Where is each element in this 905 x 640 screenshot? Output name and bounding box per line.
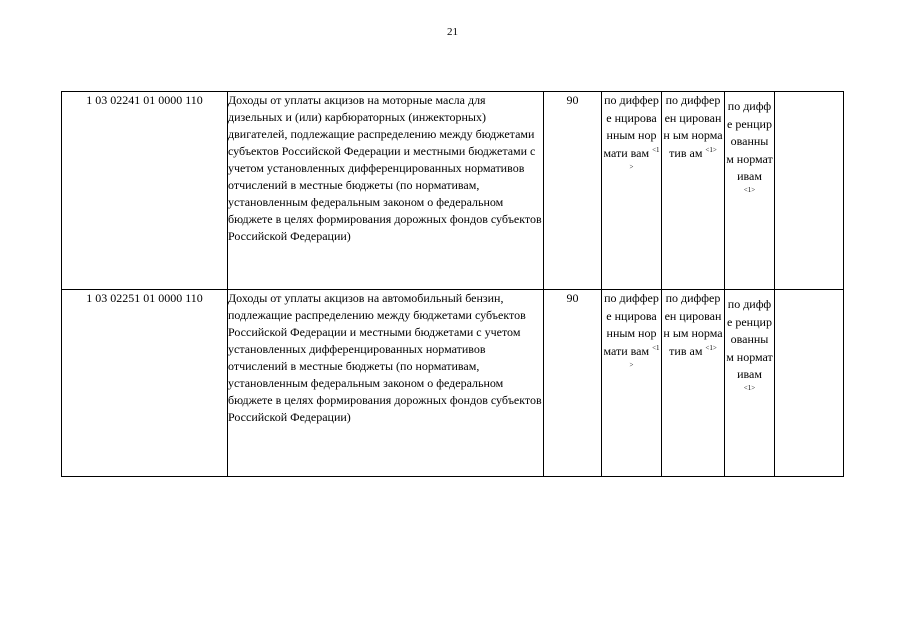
municipal-share-cell — [662, 290, 725, 477]
footnote-marker: <1> — [629, 145, 660, 171]
table-row — [62, 290, 844, 477]
municipal-share-cell — [662, 92, 725, 290]
share-text: по диффе ренцир ованны м нормат ивам <1> — [726, 99, 773, 194]
share-text: по дифферен цированн ым норматив ам $^{<1>}$ — [663, 291, 723, 358]
share-text: по диффе ренцир ованны м нормат ивам <1> — [726, 297, 773, 392]
table-row — [62, 92, 844, 290]
footnote-marker: <1> — [629, 343, 660, 369]
local-share-cell — [725, 92, 775, 290]
footnote-marker: <1> — [743, 383, 756, 392]
footnote-marker: <1> — [705, 343, 717, 352]
regional-share-cell — [602, 290, 662, 477]
revenue-distribution-table — [61, 91, 844, 477]
federal-norm-value: 90 — [544, 290, 602, 477]
footnote-marker: <1> — [705, 145, 717, 154]
revenue-description: Доходы от уплаты акцизов на моторные масла для дизельных и (или) карбюраторных (инжекторных) двигателей, подлежащие распределению между бюджетами субъектов Российской Федерации и местными бюджетами с учетом установленных дифференцированных нормативов отчислений в местные бюджеты (по нормативам, установленным федеральным законом о федеральном бюджете в целях формирования дорожных фондов субъектов Российской Федерации) — [228, 92, 544, 290]
footnote-marker: <1> — [743, 185, 756, 194]
empty-cell — [775, 290, 844, 477]
share-text: по диффере нцирова нным нормати вам $^{<1>}$ — [603, 291, 660, 369]
share-text: по диффере нцирова нным нормати вам $^{<1>}$ — [603, 93, 660, 171]
regional-share-cell — [602, 92, 662, 290]
share-text: по дифферен цированн ым норматив ам $^{<1>}$ — [663, 93, 723, 160]
page-number: 21 — [447, 26, 458, 38]
revenue-code: 1 03 02241 01 0000 110 — [62, 92, 228, 290]
revenue-description: Доходы от уплаты акцизов на автомобильный бензин, подлежащие распределению между бюджетами субъектов Российской Федерации и местными бюджетами с учетом установленных дифференцированных нормативов отчислений в местные бюджеты (по нормативам, установленным федеральным законом о федеральном бюджете в целях формирования дорожных фондов субъектов Российской Федерации) — [228, 290, 544, 477]
local-share-cell — [725, 290, 775, 477]
empty-cell — [775, 92, 844, 290]
revenue-code: 1 03 02251 01 0000 110 — [62, 290, 228, 477]
federal-norm-value: 90 — [544, 92, 602, 290]
